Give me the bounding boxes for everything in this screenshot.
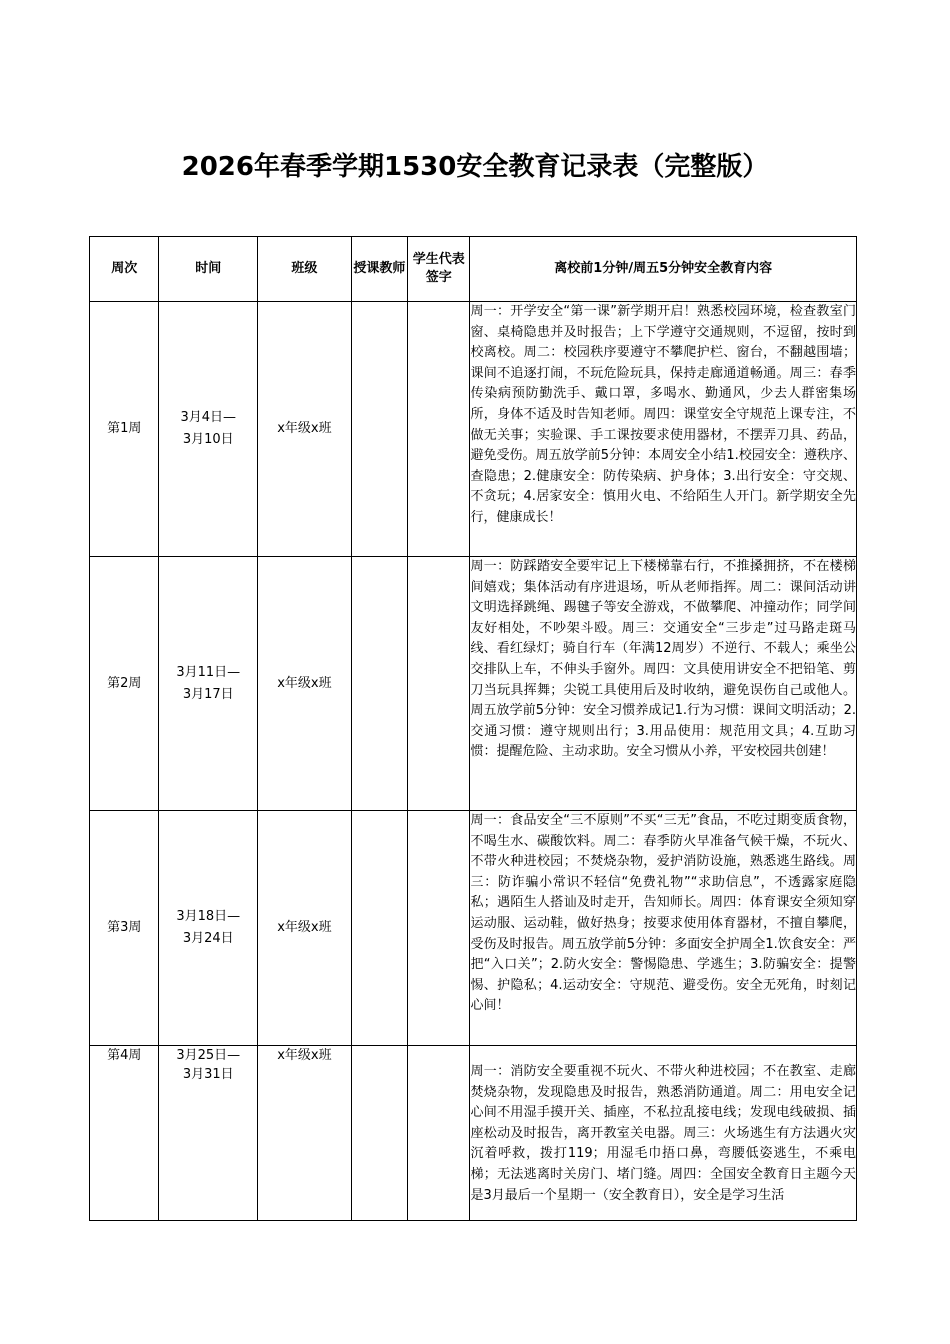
content-text: 周一：消防安全要重视不玩火、不带火种进校园；不在教室、走廊焚烧杂物，发现隐患及时报告，熟悉消防通道。周二：用电安全记心间不用湿手摸开关、插座，不私拉乱接电线；发现电线破损、插座松动及时报告，离开教室关电器。周三：火场逃生有方法遇火灾沉着呼救，拨打119；用湿毛巾捂口鼻，弯腰低姿逃生，不乘电梯；无法逃离时关房门、堵门缝。周四：全国安全教育日主题今天是3月最后一个星期一（安全教育日），安全是学习生活: [470, 1064, 856, 1203]
safety-record-table: [89, 236, 857, 1221]
week-cell: 第2周: [90, 557, 159, 811]
table-row: [90, 811, 857, 1046]
week-cell: 第3周: [90, 811, 159, 1046]
time-cell: [159, 1046, 258, 1221]
time-end: 3月10日: [182, 432, 234, 447]
time-cell: [159, 557, 258, 811]
class-cell: x年级x班: [258, 302, 352, 557]
class-cell: x年级x班: [258, 1046, 352, 1221]
class-cell: x年级x班: [258, 811, 352, 1046]
time-end: 3月24日: [182, 931, 234, 946]
time-end: 3月31日: [182, 1067, 234, 1082]
table-header-row: [90, 237, 857, 302]
teacher-cell[interactable]: [351, 557, 407, 811]
teacher-cell[interactable]: [351, 811, 407, 1046]
header-teacher: 授课教师: [351, 237, 407, 302]
table-row: [90, 1046, 857, 1221]
time-start: 3月11日—: [176, 664, 241, 680]
signature-cell[interactable]: [408, 557, 470, 811]
header-week: 周次: [90, 237, 159, 302]
signature-cell[interactable]: [408, 1046, 470, 1221]
time-start: 3月25日—: [176, 1048, 241, 1063]
page-title: 2026年春季学期1530安全教育记录表（完整版）: [181, 152, 769, 182]
content-cell: 周一：防踩踏安全要牢记上下楼梯靠右行，不推搡拥挤，不在楼梯间嬉戏；集体活动有序进退场，听从老师指挥。周二：课间活动讲文明选择跳绳、踢毽子等安全游戏，不做攀爬、冲撞动作；同学间友好相处，不吵架斗殴。周三：交通安全“三步走”过马路走斑马线、看红绿灯；骑自行车（年满12周岁）不逆行、不载人；乘坐公交排队上车，不伸头手窗外。周四：文具使用讲安全不把铅笔、剪刀当玩具挥舞；尖锐工具使用后及时收纳，避免误伤自己或他人。周五放学前5分钟：安全习惯养成记1.行为习惯：课间文明活动；2.交通习惯：遵守规则出行；3.用品使用：规范用文具；4.互助习惯：提醒危险、主动求助。安全习惯从小养，平安校园共创建！: [470, 557, 857, 811]
signature-cell[interactable]: [408, 811, 470, 1046]
content-cell: 周一：食品安全“三不原则”不买“三无”食品，不吃过期变质食物，不喝生水、碳酸饮料。周二：春季防火早准备气候干燥，不玩火、不带火种进校园；不焚烧杂物，爱护消防设施，熟悉逃生路线。周三：防诈骗小常识不轻信“免费礼物”“求助信息”，不透露家庭隐私；遇陌生人搭讪及时走开，告知师长。周四：体育课安全须知穿运动服、运动鞋，做好热身；按要求使用体育器材，不擅自攀爬，受伤及时报告。周五放学前5分钟：多面安全护周全1.饮食安全：严把“入口关”；2.防火安全：警惕隐患、学逃生；3.防骗安全：提警惕、护隐私；4.运动安全：守规范、避受伤。安全无死角，时刻记心间！: [470, 811, 857, 1046]
header-content: 离校前1分钟/周五5分钟安全教育内容: [470, 237, 857, 302]
week-cell: 第1周: [90, 302, 159, 557]
table-row: [90, 302, 857, 557]
teacher-cell[interactable]: [351, 1046, 407, 1221]
time-cell: [159, 811, 258, 1046]
header-time: 时间: [159, 237, 258, 302]
content-cell: 周一：开学安全“第一课”新学期开启！熟悉校园环境，检查教室门窗、桌椅隐患并及时报告；上下学遵守交通规则，不逗留，按时到校离校。周二：校园秩序要遵守不攀爬护栏、窗台，不翻越围墙；课间不追逐打闹，不玩危险玩具，保持走廊通道畅通。周三：春季传染病预防勤洗手、戴口罩，多喝水、勤通风，少去人群密集场所，身体不适及时告知老师。周四：课堂安全守规范上课专注，不做无关事；实验课、手工课按要求使用器材，不摆弄刀具、药品，避免受伤。周五放学前5分钟：本周安全小结1.校园安全：遵秩序、查隐患；2.健康安全：防传染病、护身体；3.出行安全：守交规、不贪玩；4.居家安全：慎用火电、不给陌生人开门。新学期安全先行，健康成长！: [470, 302, 857, 557]
time-end: 3月17日: [182, 686, 234, 702]
time-cell: [159, 302, 258, 557]
teacher-cell[interactable]: [351, 302, 407, 557]
week-cell: 第4周: [90, 1046, 159, 1221]
time-start: 3月4日—: [180, 410, 237, 425]
header-class: 班级: [258, 237, 352, 302]
table-row: [90, 557, 857, 811]
class-cell: x年级x班: [258, 557, 352, 811]
signature-cell[interactable]: [408, 302, 470, 557]
time-start: 3月18日—: [176, 909, 241, 924]
header-signature: 学生代表签字: [408, 237, 470, 302]
content-cell: [470, 1046, 857, 1221]
